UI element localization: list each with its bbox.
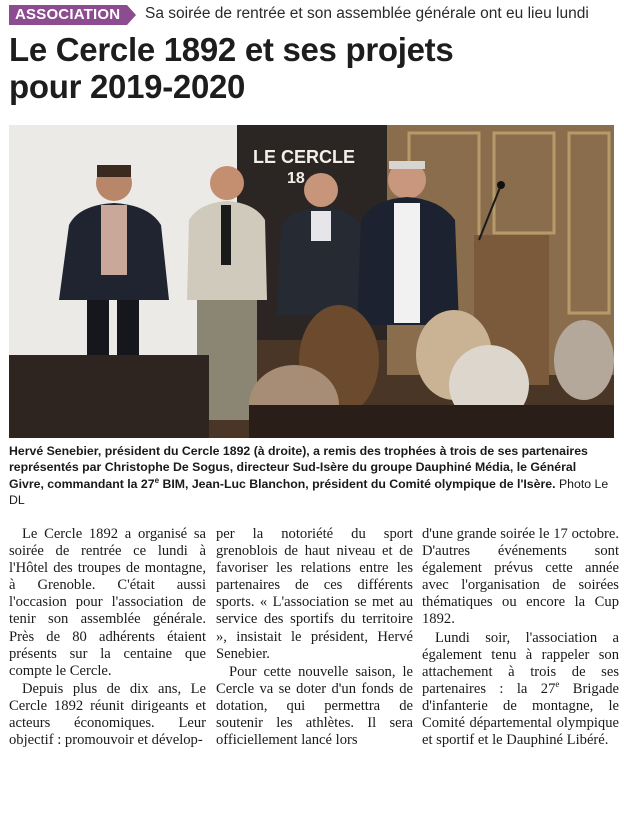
paragraph-4 — [422, 630, 619, 750]
banner-text-line-2: 18 — [287, 170, 305, 187]
kicker-row — [9, 5, 618, 25]
article-photo — [9, 125, 614, 438]
paragraph-2-continued: per la notoriété du sport grenoblois de haut niveau et de favoriser les relations entre les partenaires de ces différents sports. « L'association se met au service des sportifs du territoire », insistait le président, Hervé Senebier. — [216, 526, 413, 662]
photo-caption — [9, 443, 614, 508]
headline-line-1: Le Cercle 1892 et ses projets — [9, 31, 454, 68]
caption-text-part-1: Hervé Senebier, président du Cercle 1892 (à droite), a remis des trophées à trois de ses partenaires représentés par Christophe De Sogus, directeur Sud-Isère du groupe Dauphiné Média, le Général Givre, commandant la 27 — [9, 444, 588, 491]
article-column-3 — [422, 526, 619, 749]
banner-text-line-1: LE CERCLE — [253, 147, 356, 167]
section-tag-arrow — [127, 5, 136, 25]
section-tag-label: ASSOCIATION — [15, 6, 121, 23]
paragraph-3: Pour cette nouvelle saison, le Cercle va se doter d'un fonds de dotation, qui permettra de soutenir les athlètes. Il sera officiellement lancé lors — [216, 663, 413, 749]
photo-credit: Photo Le DL — [9, 476, 609, 507]
headline-line-2: pour 2019-2020 — [9, 68, 246, 105]
paragraph-4-part-1: Lundi soir, l'association a également tenu à rappeler son attachement à trois de ses partenaires : la 27 — [422, 629, 619, 697]
caption-superscript: e — [154, 475, 160, 485]
article-column-1 — [9, 526, 206, 749]
paragraph-4-part-2: Brigade d'infanterie de montagne, le Comité départemental olympique et sportif et le Dauphiné Libéré. — [422, 680, 619, 749]
section-tag — [9, 5, 137, 25]
headline — [9, 31, 609, 105]
caption-text-part-2: BIM, Jean-Luc Blanchon, président du Comité olympique de l'Isère. — [159, 476, 556, 491]
paragraph-2: Depuis plus de dix ans, Le Cercle 1892 réunit dirigeants et acteurs économiques. Leur objectif : promouvoir et dévelop- — [9, 680, 206, 749]
article-column-2 — [216, 526, 413, 749]
microphone — [497, 181, 505, 189]
paragraph-4-superscript: e — [555, 678, 560, 689]
paragraph-3-continued: d'une grande soirée le 17 octobre. D'autres événements sont également prévus cette année avec l'organisation de soirées thématiques ou encore la Cup 1892. — [422, 526, 619, 628]
photo-illustration — [9, 125, 614, 438]
kicker-text: Sa soirée de rentrée et son assemblée générale ont eu lieu lundi — [145, 5, 589, 22]
paragraph-1: Le Cercle 1892 a organisé sa soirée de rentrée ce lundi à l'Hôtel des troupes de montagne, à Grenoble. C'était aussi l'occasion pour l'association de tenir son assemblée générale. Près de 80 adhérents étaient présents sur la centaine que compte le Cercle. — [9, 526, 206, 679]
